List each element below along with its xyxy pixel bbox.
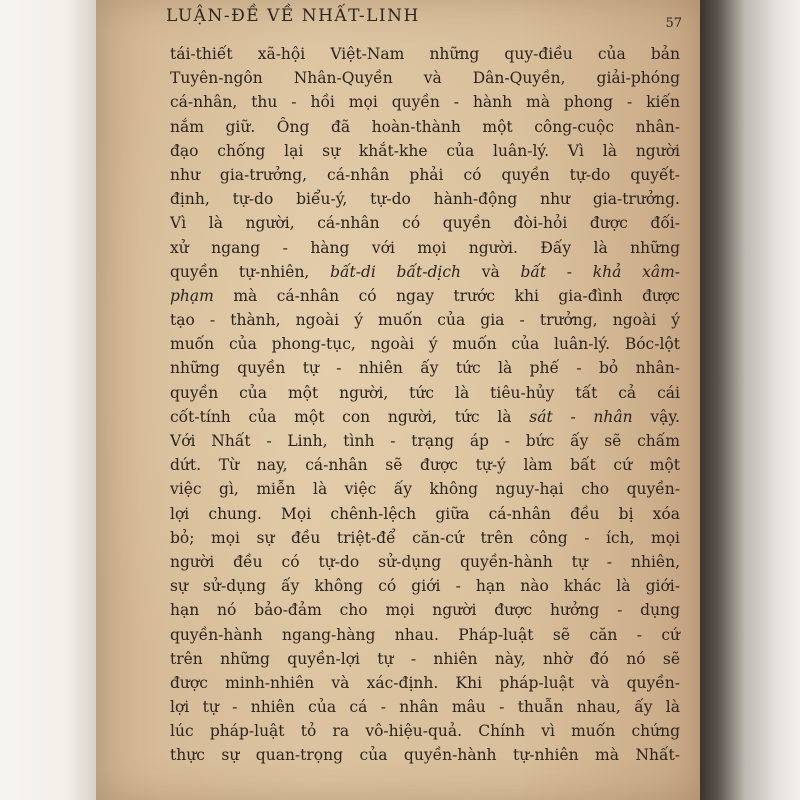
text-line: những quyền tự - nhiên ấy tức là phế - bỏ nhân- bbox=[170, 359, 680, 378]
page-number: 57 bbox=[665, 16, 682, 31]
background-left bbox=[0, 0, 96, 800]
text-line bbox=[170, 260, 680, 284]
text-line: dứt. Từ nay, cá-nhân sẽ được tự-ý làm bất cứ một bbox=[170, 456, 680, 475]
italic-phrase: bất-di bất-dịch bbox=[330, 262, 461, 281]
text-line: việc gì, miễn là việc ấy không nguy-hại cho quyền- bbox=[170, 480, 680, 499]
text-line: hạn nó bảo-đảm cho mọi người được hưởng - dụng bbox=[170, 601, 680, 620]
text-line: lợi tự - nhiên của cá - nhân mâu - thuẫn nhau, ấy là bbox=[170, 698, 680, 717]
text-segment: quyền tự-nhiên, bbox=[170, 262, 331, 281]
text-segment: vậy. bbox=[632, 407, 680, 426]
text-line: thực sự quan-trọng của quyền-hành tự-nhiên mà Nhất- bbox=[170, 746, 680, 765]
text-line: nắm giữ. Ông đã hoàn-thành một công-cuộc nhân- bbox=[170, 117, 680, 136]
text-line: như gia-trưởng, cá-nhân phải có quyền tự-do quyết- bbox=[170, 165, 680, 184]
text-line: trên những quyền-lợi tự - nhiên này, nhờ đó nó sẽ bbox=[170, 649, 680, 668]
text-segment: và bbox=[461, 262, 521, 281]
text-line: cá-nhân, thu - hồi mọi quyền - hành mà phong - kiến bbox=[170, 93, 680, 112]
text-line bbox=[170, 284, 680, 308]
text-segment: cốt-tính của một con người, tức là bbox=[170, 407, 530, 426]
body-text bbox=[170, 42, 680, 768]
italic-phrase: phạm bbox=[170, 286, 214, 305]
text-line: đạo chống lại sự khắt-khe của luân-lý. Vì là người bbox=[170, 141, 680, 160]
text-line: quyền của một người, tức là tiêu-hủy tất cả cái bbox=[170, 383, 680, 402]
text-line: lúc pháp-luật tỏ ra vô-hiệu-quả. Chính vì muốn chứng bbox=[170, 722, 680, 741]
text-line: Tuyên-ngôn Nhân-Quyền và Dân-Quyền, giải-phóng bbox=[170, 69, 680, 88]
running-head: LUẬN-ĐỀ VỀ NHẤT-LINH bbox=[166, 6, 420, 26]
italic-phrase: sát - nhân bbox=[529, 407, 633, 426]
book-page bbox=[96, 0, 700, 800]
text-line: sự sử-dụng ấy không có giới - hạn nào khác là giới- bbox=[170, 577, 680, 596]
italic-phrase: bất - khả xâm- bbox=[520, 262, 681, 281]
text-line: muốn của phong-tục, ngoài ý muốn của luân-lý. Bóc-lột bbox=[170, 335, 680, 354]
text-line: tạo - thành, ngoài ý muốn của gia - trưởng, ngoài ý bbox=[170, 311, 680, 330]
text-line: xử ngang - hàng với mọi người. Đấy là những bbox=[170, 238, 680, 257]
text-segment: mà cá-nhân có ngay trước khi gia-đình được bbox=[213, 286, 680, 305]
text-line: lợi chung. Mọi chênh-lệch giữa cá-nhân đều bị xóa bbox=[170, 504, 680, 523]
text-line: Vì là người, cá-nhân có quyền đòi-hỏi được đối- bbox=[170, 214, 680, 233]
text-line: người đều có tự-do sử-dụng quyền-hành tự - nhiên, bbox=[170, 552, 680, 571]
background-right bbox=[700, 0, 800, 800]
text-line: được minh-nhiên và xác-định. Khi pháp-luật và quyền- bbox=[170, 673, 680, 692]
text-line: Với Nhất - Linh, tình - trạng áp - bức ấy sẽ chấm bbox=[170, 432, 680, 450]
text-line bbox=[170, 405, 680, 429]
text-line: quyền-hành ngang-hàng nhau. Pháp-luật sẽ căn - cứ bbox=[170, 625, 680, 644]
text-line: định, tự-do biểu-ý, tự-do hành-động như gia-trưởng. bbox=[170, 190, 680, 209]
text-line: tái-thiết xã-hội Việt-Nam những quy-điều của bản bbox=[170, 45, 680, 63]
text-line: bỏ; mọi sự đều triệt-để căn-cứ trên công - ích, mọi bbox=[170, 528, 680, 547]
